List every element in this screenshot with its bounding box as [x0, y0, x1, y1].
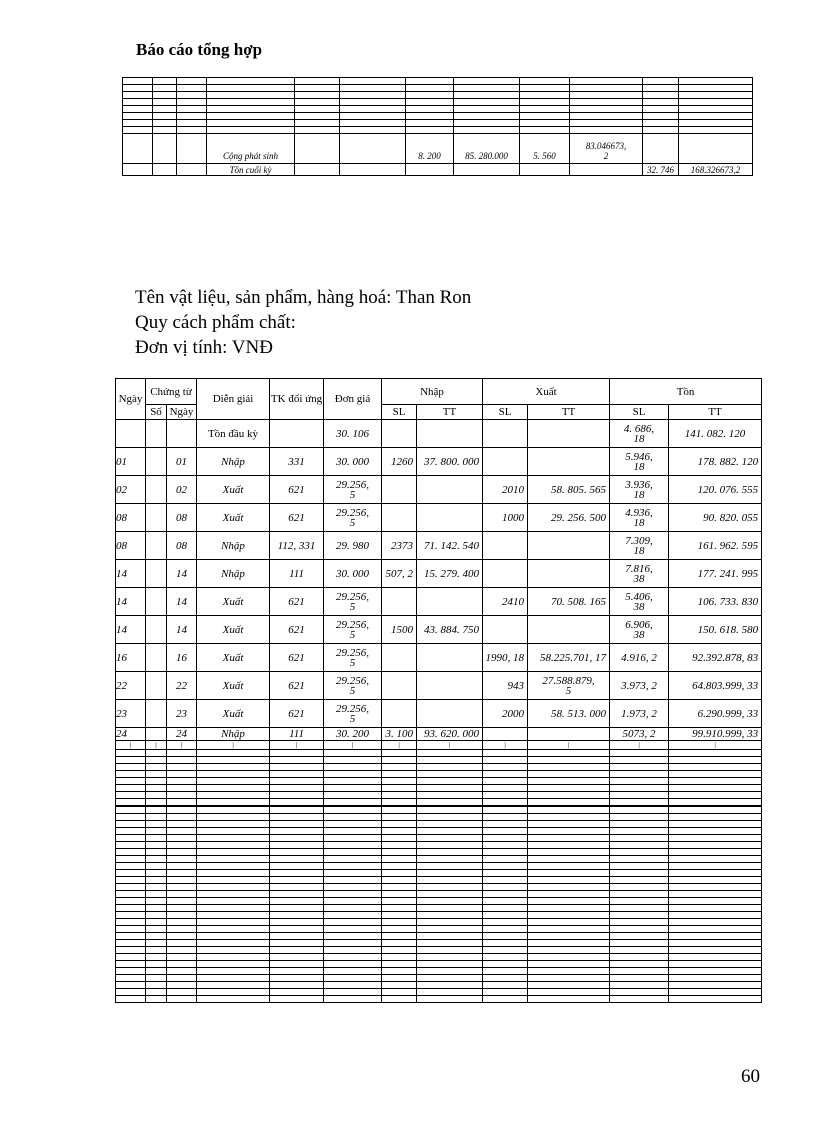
- row-ngay: 14: [116, 560, 146, 588]
- header-chung-tu: Chứng từ: [146, 379, 197, 405]
- material-unit: Đơn vị tính: VNĐ: [135, 337, 273, 358]
- ledger-row: [116, 700, 762, 728]
- row-nhap-tt: [417, 504, 483, 532]
- row-tk: 111: [270, 560, 324, 588]
- row-xuat-sl: 1000: [483, 504, 528, 532]
- row-ton-sl: 3.936, 18: [610, 476, 669, 504]
- row-don-gia: 29.256, 5: [324, 644, 382, 672]
- row-ton-sl: 1.973, 2: [610, 700, 669, 728]
- row-nhap-sl: 2373: [382, 532, 417, 560]
- blank-row: [116, 877, 762, 884]
- row-nhap-tt: 71. 142. 540: [417, 532, 483, 560]
- blank-row: [116, 814, 762, 821]
- blank-row: [116, 884, 762, 891]
- row-ngay: 08: [116, 504, 146, 532]
- blank-row: [116, 954, 762, 961]
- header-ton-sl: SL: [610, 405, 669, 420]
- row-dien-giai: Xuất: [197, 672, 270, 700]
- row-nhap-sl: [382, 700, 417, 728]
- blank-row: [123, 85, 753, 92]
- row-ngay: 14: [116, 616, 146, 644]
- blank-row: [116, 799, 762, 807]
- opening-label: Tồn đầu kỳ: [197, 420, 270, 448]
- blank-row: [116, 968, 762, 975]
- row-ngay-ct: 14: [167, 560, 197, 588]
- row-nhap-sl: [382, 672, 417, 700]
- header-ton-tt: TT: [669, 405, 762, 420]
- ledger-row: [116, 476, 762, 504]
- row-ton-tt: 120. 076. 555: [669, 476, 762, 504]
- row-so: [146, 616, 167, 644]
- row-tk: 621: [270, 588, 324, 616]
- row-xuat-tt: 58.225.701, 17: [528, 644, 610, 672]
- row-don-gia: 29.256, 5: [324, 504, 382, 532]
- header-xuat-tt: TT: [528, 405, 610, 420]
- opening-don-gia: 30. 106: [324, 420, 382, 448]
- material-quality: Quy cách phẩm chất:: [135, 312, 296, 333]
- blank-row: [123, 99, 753, 106]
- row-nhap-sl: [382, 588, 417, 616]
- row-ton-tt: 6.290.999, 33: [669, 700, 762, 728]
- row-tk: 621: [270, 616, 324, 644]
- blank-row: [116, 835, 762, 842]
- row-dien-giai: Xuất: [197, 616, 270, 644]
- header-dien-giai: Diễn giải: [197, 379, 270, 420]
- row-xuat-tt: [528, 532, 610, 560]
- row-ngay-ct: 08: [167, 532, 197, 560]
- row-nhap-tt: [417, 588, 483, 616]
- row-dien-giai: Nhập: [197, 532, 270, 560]
- ledger-row: [116, 560, 762, 588]
- row-ngay-ct: 08: [167, 504, 197, 532]
- blank-row: [116, 821, 762, 828]
- row-ngay: 23: [116, 700, 146, 728]
- row-xuat-tt: [528, 728, 610, 741]
- row-dien-giai: Xuất: [197, 476, 270, 504]
- row-xuat-tt: [528, 448, 610, 476]
- row-ngay-ct: 01: [167, 448, 197, 476]
- row-nhap-tt: 37. 800. 000: [417, 448, 483, 476]
- row-ngay: 24: [116, 728, 146, 741]
- row-tk: 621: [270, 644, 324, 672]
- ledger-row: [116, 448, 762, 476]
- ledger-row: [116, 644, 762, 672]
- header-xuat: Xuất: [483, 379, 610, 405]
- report-title: Báo cáo tổng hợp: [136, 40, 263, 59]
- blank-row: [116, 792, 762, 799]
- blank-row: [123, 113, 753, 120]
- row-so: [146, 448, 167, 476]
- row-dien-giai: Xuất: [197, 700, 270, 728]
- row-ton-tt: 177. 241. 995: [669, 560, 762, 588]
- row-nhap-tt: 43. 884. 750: [417, 616, 483, 644]
- row-ngay-ct: 24: [167, 728, 197, 741]
- row-nhap-sl: [382, 644, 417, 672]
- row-ton-sl: 7.816, 38: [610, 560, 669, 588]
- row-so: [146, 560, 167, 588]
- blank-row: [116, 806, 762, 814]
- row-dien-giai: Nhập: [197, 560, 270, 588]
- ledger-row: [116, 616, 762, 644]
- row-nhap-sl: 3. 100: [382, 728, 417, 741]
- blank-row: [116, 996, 762, 1003]
- row-ton-tt: 178. 882. 120: [669, 448, 762, 476]
- end-row: [123, 164, 753, 176]
- opening-row: [116, 420, 762, 448]
- row-ton-sl: 5.946, 18: [610, 448, 669, 476]
- row-tk: 621: [270, 476, 324, 504]
- blank-row: [123, 127, 753, 134]
- header-tk: TK đối ứng: [270, 379, 324, 420]
- blank-row: [116, 785, 762, 792]
- row-ton-sl: 5.406, 38: [610, 588, 669, 616]
- opening-ton-tt: 141. 082. 120: [669, 420, 762, 448]
- row-ton-sl: 4.916, 2: [610, 644, 669, 672]
- blank-row: [116, 778, 762, 785]
- ledger-row: [116, 532, 762, 560]
- row-ton-tt: 64.803.999, 33: [669, 672, 762, 700]
- blank-row: [116, 975, 762, 982]
- sum-nhap-sl: 8. 200: [406, 134, 454, 164]
- page-number: 60: [741, 1066, 760, 1087]
- row-ton-sl: 7.309, 18: [610, 532, 669, 560]
- row-ngay: 02: [116, 476, 146, 504]
- row-xuat-tt: 27.588.879, 5: [528, 672, 610, 700]
- row-dien-giai: Nhập: [197, 728, 270, 741]
- header-ton: Tồn: [610, 379, 762, 405]
- row-nhap-sl: 1260: [382, 448, 417, 476]
- row-xuat-sl: 2010: [483, 476, 528, 504]
- row-xuat-sl: 2410: [483, 588, 528, 616]
- row-so: [146, 476, 167, 504]
- blank-row: [116, 891, 762, 898]
- ledger-table: [115, 378, 762, 1003]
- row-ngay: 16: [116, 644, 146, 672]
- row-ngay-ct: 22: [167, 672, 197, 700]
- row-nhap-tt: 15. 279. 400: [417, 560, 483, 588]
- row-ngay-ct: 16: [167, 644, 197, 672]
- row-so: [146, 644, 167, 672]
- row-don-gia: 29. 980: [324, 532, 382, 560]
- row-so: [146, 700, 167, 728]
- ledger-row: [116, 504, 762, 532]
- row-don-gia: 29.256, 5: [324, 588, 382, 616]
- row-ton-tt: 92.392.878, 83: [669, 644, 762, 672]
- row-ton-sl: 5073, 2: [610, 728, 669, 741]
- summary-table: [122, 77, 753, 176]
- end-label: Tồn cuối kỳ: [207, 164, 295, 176]
- blank-row: [116, 842, 762, 849]
- row-dien-giai: Nhập: [197, 448, 270, 476]
- row-ton-tt: 90. 820. 055: [669, 504, 762, 532]
- row-xuat-sl: [483, 448, 528, 476]
- row-tk: 331: [270, 448, 324, 476]
- row-tk: 621: [270, 672, 324, 700]
- blank-row: [116, 870, 762, 877]
- row-ton-tt: 150. 618. 580: [669, 616, 762, 644]
- row-nhap-tt: [417, 476, 483, 504]
- blank-row: [116, 764, 762, 771]
- header-ngay: Ngày: [116, 379, 146, 420]
- ledger-row: [116, 728, 762, 741]
- row-ngay: 08: [116, 532, 146, 560]
- blank-row: [116, 982, 762, 989]
- row-xuat-tt: 29. 256. 500: [528, 504, 610, 532]
- row-xuat-sl: 1990, 18: [483, 644, 528, 672]
- row-nhap-sl: [382, 504, 417, 532]
- row-xuat-sl: 943: [483, 672, 528, 700]
- blank-row: [116, 933, 762, 940]
- blank-row: [123, 106, 753, 113]
- blank-row: [116, 905, 762, 912]
- row-don-gia: 30. 200: [324, 728, 382, 741]
- row-xuat-tt: [528, 616, 610, 644]
- row-don-gia: 29.256, 5: [324, 672, 382, 700]
- row-nhap-sl: 507, 2: [382, 560, 417, 588]
- header-don-gia: Đơn giá: [324, 379, 382, 420]
- header-ngay-ct: Ngày: [167, 405, 197, 420]
- row-don-gia: 29.256, 5: [324, 700, 382, 728]
- row-nhap-tt: [417, 672, 483, 700]
- row-xuat-tt: [528, 560, 610, 588]
- end-ton-tt: 168.326673,2: [679, 164, 753, 176]
- row-tk: 621: [270, 700, 324, 728]
- row-don-gia: 30. 000: [324, 560, 382, 588]
- row-ngay: 22: [116, 672, 146, 700]
- row-ton-tt: 161. 962. 595: [669, 532, 762, 560]
- blank-row: [116, 898, 762, 905]
- row-ngay-ct: 02: [167, 476, 197, 504]
- blank-row: [116, 947, 762, 954]
- row-xuat-sl: [483, 560, 528, 588]
- row-ngay-ct: 14: [167, 588, 197, 616]
- blank-row: [116, 863, 762, 870]
- row-so: [146, 532, 167, 560]
- blank-row: [116, 856, 762, 863]
- sum-nhap-tt: 85. 280.000: [454, 134, 520, 164]
- row-ton-sl: 6.906, 38: [610, 616, 669, 644]
- ledger-row: [116, 672, 762, 700]
- sum-xuat-sl: 5. 560: [520, 134, 570, 164]
- header-nhap-sl: SL: [382, 405, 417, 420]
- row-tk: 111: [270, 728, 324, 741]
- row-dien-giai: Xuất: [197, 644, 270, 672]
- row-so: [146, 728, 167, 741]
- blank-row: [116, 989, 762, 996]
- sum-xuat-tt: 83.046673, 2: [570, 134, 643, 164]
- row-so: [146, 504, 167, 532]
- row-ton-tt: 106. 733. 830: [669, 588, 762, 616]
- blank-row: [116, 961, 762, 968]
- end-ton-sl: 32. 746: [643, 164, 679, 176]
- row-don-gia: 30. 000: [324, 448, 382, 476]
- row-xuat-tt: 70. 508. 165: [528, 588, 610, 616]
- blank-row: [123, 78, 753, 85]
- row-tk: 621: [270, 504, 324, 532]
- row-xuat-sl: [483, 728, 528, 741]
- blank-row: [116, 919, 762, 926]
- row-so: [146, 672, 167, 700]
- separator-row: | | | | | | | | | | | |: [116, 741, 762, 750]
- row-nhap-sl: [382, 476, 417, 504]
- row-don-gia: 29.256, 5: [324, 476, 382, 504]
- row-ngay-ct: 14: [167, 616, 197, 644]
- ledger-row: [116, 588, 762, 616]
- material-name: Tên vật liệu, sản phẩm, hàng hoá: Than Ron: [135, 287, 472, 308]
- blank-row: [123, 92, 753, 99]
- blank-row: [116, 828, 762, 835]
- sum-row: [123, 134, 753, 164]
- header-nhap-tt: TT: [417, 405, 483, 420]
- header-so: Số: [146, 405, 167, 420]
- row-so: [146, 588, 167, 616]
- blank-row: [116, 757, 762, 764]
- opening-ton-sl: 4. 686, 18: [610, 420, 669, 448]
- header-xuat-sl: SL: [483, 405, 528, 420]
- row-tk: 112, 331: [270, 532, 324, 560]
- row-nhap-tt: [417, 644, 483, 672]
- row-ngay: 01: [116, 448, 146, 476]
- blank-row: [123, 120, 753, 127]
- blank-row: [116, 912, 762, 919]
- row-dien-giai: Xuất: [197, 504, 270, 532]
- row-ngay: 14: [116, 588, 146, 616]
- row-ton-tt: 99.910.999, 33: [669, 728, 762, 741]
- row-xuat-sl: [483, 616, 528, 644]
- blank-row: [116, 849, 762, 856]
- header-nhap: Nhập: [382, 379, 483, 405]
- row-don-gia: 29.256, 5: [324, 616, 382, 644]
- row-nhap-sl: 1500: [382, 616, 417, 644]
- row-xuat-sl: 2000: [483, 700, 528, 728]
- blank-row: [116, 940, 762, 947]
- row-dien-giai: Xuất: [197, 588, 270, 616]
- row-xuat-tt: 58. 513. 000: [528, 700, 610, 728]
- row-xuat-tt: 58. 805. 565: [528, 476, 610, 504]
- blank-row: [116, 771, 762, 778]
- row-xuat-sl: [483, 532, 528, 560]
- row-nhap-tt: 93. 620. 000: [417, 728, 483, 741]
- row-ton-sl: 3.973, 2: [610, 672, 669, 700]
- row-nhap-tt: [417, 700, 483, 728]
- blank-row: [116, 750, 762, 757]
- row-ton-sl: 4.936, 18: [610, 504, 669, 532]
- sum-label: Cộng phát sinh: [207, 134, 295, 164]
- blank-row: [116, 926, 762, 933]
- row-ngay-ct: 23: [167, 700, 197, 728]
